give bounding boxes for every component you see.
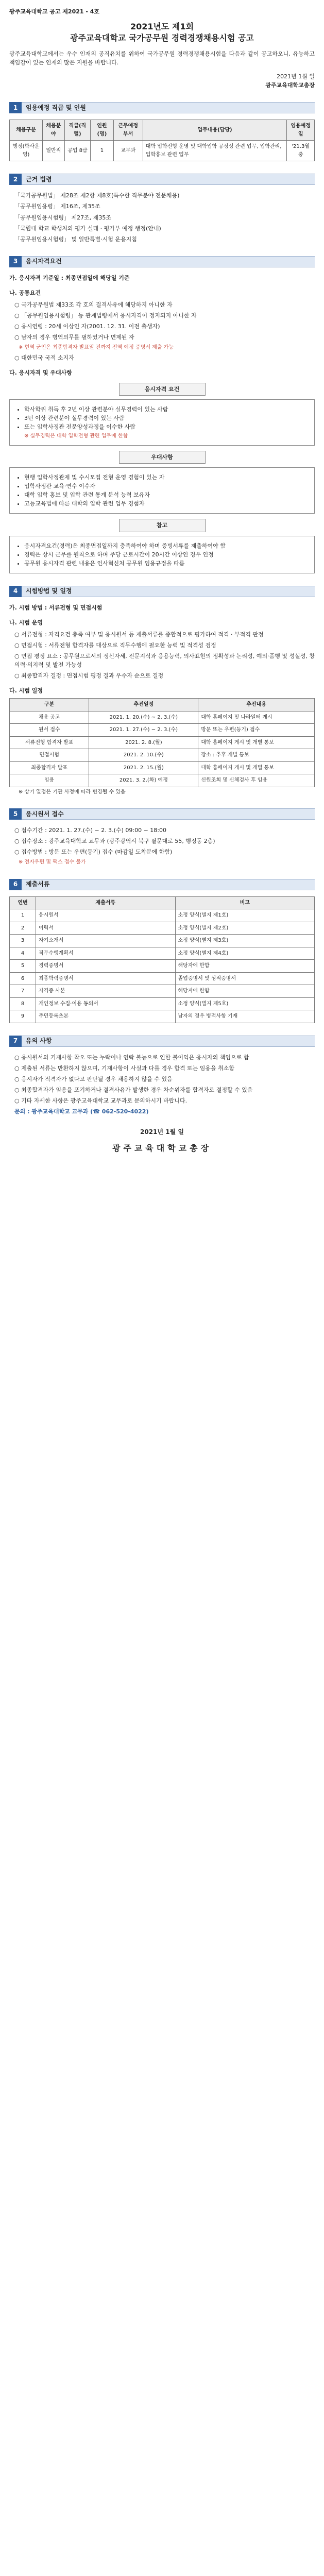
position-header: 업무내용(담당) [143,120,287,141]
list-item: ○ 최종합격자가 임용을 포기하거나 결격사유가 발생한 경우 차순위자를 합격자로 결정할 수 있음 [14,1086,253,1093]
section-6-header [9,879,315,890]
section-number: 7 [9,1036,22,1047]
section-4-header [9,586,315,597]
law-list [9,191,315,243]
docs-cell: 소정 양식(별지 제3호) [175,935,315,947]
position-header: 직급(직렬) [64,120,91,141]
docs-cell: 8 [10,997,36,1010]
position-cell: 교무과 [113,141,143,161]
docs-cell: 7 [10,985,36,998]
section-7-header [9,1036,315,1047]
note-text: ※ 상기 일정은 기관 사정에 따라 변경될 수 있음 [19,789,126,795]
page-title [9,21,315,43]
schedule-cell: 임용 [10,774,89,787]
schedule-cell: 면접시험 [10,749,89,762]
docs-cell: 이력서 [36,922,176,935]
list-item: ○ 접수방법 : 방문 또는 우편(등기) 접수 (마감일 도착분에 한함) [14,849,173,856]
table-row [10,141,315,161]
position-cell: '21.3월 중 [287,141,315,161]
list-item: • 3년 이상 관련분야 실무경력이 있는 사람 [24,414,309,422]
list-item: • 고등교육법에 따른 대학의 입학 관련 업무 경험자 [24,499,309,508]
table-row [10,1010,315,1023]
position-cell: 일반직 [43,141,65,161]
list-item: ○ 최종합격자 결정 : 면접시험 평정 결과 우수자 순으로 결정 [14,672,164,679]
subsection-title: 나. 공통요건 [9,289,41,296]
title-line2: 광주교육대학교 국가공무원 경력경쟁채용시험 공고 [70,32,254,43]
schedule-cell: 장소 : 추후 개별 통보 [198,749,315,762]
section-number: 1 [9,102,22,113]
section-number: 5 [9,808,22,820]
announce-org: 광주교육대학교총장 [265,82,315,89]
section-number: 4 [9,586,22,597]
table-row [10,749,315,762]
schedule-header: 구분 [10,699,89,711]
docs-cell: 경력증명서 [36,960,176,973]
schedule-cell: 대학 홈페이지 게시 및 개별 통보 [198,736,315,749]
position-header: 채용구분 [10,120,43,141]
list-item: ○ 남자의 경우 병역의무를 필하였거나 면제된 자 [14,333,134,341]
docs-cell: 3 [10,935,36,947]
position-header: 임용예정일 [287,120,315,141]
schedule-cell: 2021. 2. 15.(월) [89,761,198,774]
docs-cell: 5 [10,960,36,973]
schedule-cell: 2021. 2. 8.(월) [89,736,198,749]
box-heading: 응시자격 요건 [119,383,206,396]
list-item: • 학사학위 취득 후 2년 이상 관련분야 실무경력이 있는 사람 [24,405,309,414]
contact-info: 문의 : 광주교육대학교 교무과 (☎ 062-520-4022) [14,1108,149,1115]
docs-cell: 9 [10,1010,36,1023]
docs-cell: 해당자에 한함 [175,960,315,973]
footer-date: 2021년 1월 일 [140,1128,184,1136]
section-title: 제출서류 [22,879,315,890]
table-row [10,935,315,947]
list-item: • 공무원 응시자격 관련 내용은 인사혁신처 공무원 임용규정을 따름 [24,559,309,568]
subsection-title: 다. 응시자격 및 우대사항 [9,369,72,377]
list-item: 「공무원임용시험령」 제27조, 제35조 [14,214,111,221]
docs-cell: 직무수행계획서 [36,947,176,960]
list-item: 「국가공무원법」 제28조 제2항 제8호(특수한 직무분야 전문채용) [14,192,180,199]
document-number: 광주교육대학교 공고 제2021 - 4호 [9,8,100,15]
section-title: 근거 법령 [22,174,315,185]
docs-cell: 소정 양식(별지 제1호) [175,909,315,922]
table-row [10,947,315,960]
docs-header: 제출서류 [36,896,176,909]
schedule-cell: 대학 홈페이지 및 나라일터 게시 [198,711,315,724]
list-item: ○ 대한민국 국적 소지자 [14,354,74,362]
list-item: • 또는 입학사정관 전문양성과정을 이수한 사람 [24,422,309,431]
section-2-header [9,174,315,185]
section-title: 시험방법 및 일정 [22,586,315,597]
table-row [10,711,315,724]
schedule-cell: 대학 홈페이지 게시 및 개별 통보 [198,761,315,774]
schedule-cell: 최종합격자 발표 [10,761,89,774]
docs-cell: 응시원서 [36,909,176,922]
schedule-cell: 2021. 3. 2.(화) 예정 [89,774,198,787]
docs-cell: 6 [10,972,36,985]
section-title: 임용예정 직급 및 인원 [22,102,315,113]
position-cell: 1 [91,141,113,161]
list-item: ○ 접수장소 : 광주교육대학교 교무과 (광주광역시 북구 필문대로 55, 행정동 2층) [14,838,215,845]
table-row [10,922,315,935]
table-row [10,774,315,787]
list-item: ○ 응시연령 : 20세 이상인 자(2001. 12. 31. 이전 출생자) [14,323,160,330]
notes-list [9,1053,315,1105]
position-cell: 공업 8급 [64,141,91,161]
preference-box [9,467,315,514]
reference-box [9,536,315,573]
list-item: ○ 제출된 서류는 반환하지 않으며, 기재사항이 사실과 다를 경우 합격 또는 임용을 취소함 [14,1064,234,1072]
docs-header: 비고 [175,896,315,909]
docs-cell: 자기소개서 [36,935,176,947]
section-5-header [9,808,315,820]
docs-cell: 소정 양식(별지 제4호) [175,947,315,960]
schedule-header: 추진내용 [198,699,315,711]
list-item: • 응시자격요건(경력)은 최종면접일까지 충족하여야 하며 증빙서류를 제출하여야 함 [24,541,309,550]
list-item: • 대학 입학 홍보 및 입학 관련 통계 분석 능력 보유자 [24,490,309,499]
qualification-box [9,399,315,446]
list-item: 「공무원임용령」 제16조, 제35조 [14,203,100,210]
table-row [10,997,315,1010]
schedule-header: 추진일정 [89,699,198,711]
schedule-cell: 원서 접수 [10,724,89,737]
documents-table [9,896,315,1023]
note-text: ※ 전자우편 및 팩스 접수 불가 [19,859,86,866]
schedule-cell: 2021. 1. 20.(수) ~ 2. 3.(수) [89,711,198,724]
list-item: 「공무원임용시험령」 및 일반특별·시험 운용지침 [14,235,137,243]
docs-cell: 소정 양식(별지 제2호) [175,922,315,935]
schedule-cell: 2021. 2. 10.(수) [89,749,198,762]
list-item: ○ 면접 평정 요소 : 공무원으로서의 정신자세, 전문지식과 응용능력, 의사표현의 정확성과 논리성, 예의·품행 및 성실성, 창의력·의지력 및 발전 가능성 [14,652,315,668]
title-line1: 2021년도 제1회 [130,22,194,32]
docs-cell: 주민등록초본 [36,1010,176,1023]
position-cell: 행정(학사운영) [10,141,43,161]
docs-cell: 해당자에 한함 [175,985,315,998]
table-row [10,985,315,998]
list-item: ○ 서류전형 : 자격요건 충족 여부 및 응시원서 등 제출서류를 종합적으로 평가하여 적격 · 부적격 판정 [14,631,264,638]
list-item: ○ 기타 자세한 사항은 광주교육대학교 교무과로 문의하시기 바랍니다. [14,1097,187,1104]
position-header: 채용분야 [43,120,65,141]
docs-header: 연번 [10,896,36,909]
subsection-title: 가. 시험 방법 : 서류전형 및 면접시험 [9,604,103,611]
box-heading: 참고 [119,519,206,532]
schedule-cell: 채용 공고 [10,711,89,724]
subsection-title: 가. 응시자격 기준일 : 최종면접일에 해당일 기준 [9,274,130,281]
table-row [10,909,315,922]
docs-cell: 소정 양식(별지 제5호) [175,997,315,1010]
note-text: ※ 실무경력은 대학 입학전형 관련 업무에 한함 [24,433,128,439]
table-row [10,972,315,985]
table-row [10,761,315,774]
table-row [10,724,315,737]
position-table [9,120,315,161]
section-title: 유의 사항 [22,1036,315,1047]
intro-text: 광주교육대학교에서는 우수 인재의 공직유치를 위하여 국가공무원 경력경쟁채용시험을 다음과 같이 공고하오니, 유능하고 책임감이 있는 인재의 많은 지원을 바랍니다. [9,50,315,66]
section-title: 응시원서 접수 [22,808,315,820]
docs-cell: 4 [10,947,36,960]
section-3-header [9,256,315,267]
docs-cell: 개인정보 수집·이용 동의서 [36,997,176,1010]
list-item: • 입학사정관 교육·연수 이수자 [24,482,309,490]
announce-date: 2021년 1월 일 [277,73,315,80]
table-row [10,736,315,749]
note-text: ※ 현역 군인은 최종합격자 발표일 전까지 전역 예정 증명서 제출 가능 [19,344,174,350]
list-item: • 현행 입학사정관제 및 수시모집 전형 운영 경험이 있는 자 [24,473,309,482]
schedule-table [9,698,315,787]
docs-cell: 1 [10,909,36,922]
schedule-cell: 방문 또는 우편(등기) 접수 [198,724,315,737]
section-number: 2 [9,174,22,185]
section-number: 3 [9,256,22,267]
position-header: 인원(명) [91,120,113,141]
list-item: • 경력은 상시 근무를 원칙으로 하며 주당 근로시간이 20시간 이상인 경우 인정 [24,550,309,559]
list-item: ○ 「공무원임용시험령」 등 관계법령에서 응시자격이 정지되지 아니한 자 [14,312,197,319]
table-row [10,960,315,973]
section-number: 6 [9,879,22,890]
docs-cell: 자격증 사본 [36,985,176,998]
list-item: 「국립대 학교 학생처의 평가 실태 · 평가부 예정 행정(안내) [14,225,161,232]
schedule-cell: 서류전형 합격자 발표 [10,736,89,749]
schedule-cell: 신원조회 및 신체검사 후 임용 [198,774,315,787]
list-item: ○ 면접시험 : 서류전형 합격자를 대상으로 직무수행에 필요한 능력 및 적격성 검정 [14,641,216,649]
schedule-cell: 2021. 1. 27.(수) ~ 2. 3.(수) [89,724,198,737]
subsection-title: 나. 시험 운영 [9,619,43,626]
footer-org: 광주교육대학교총장 [112,1143,212,1153]
docs-cell: 2 [10,922,36,935]
position-header: 근무예정부서 [113,120,143,141]
docs-cell: 남자의 경우 병적사항 기재 [175,1010,315,1023]
list-item: ○ 응시원서의 기재사항 착오 또는 누락이나 연락 불능으로 인한 불이익은 응시자의 책임으로 함 [14,1054,249,1061]
section-1-header [9,102,315,113]
docs-cell: 최종학력증명서 [36,972,176,985]
docs-cell: 졸업증명서 및 성적증명서 [175,972,315,985]
list-item: ○ 응시자가 적격자가 없다고 판단될 경우 채용하지 않을 수 있음 [14,1075,173,1082]
list-item: ○ 접수기간 : 2021. 1. 27.(수) ~ 2. 3.(수) 09:00 ~ 18:00 [14,827,166,834]
list-item: ○ 국가공무원법 제33조 각 호의 결격사유에 해당하지 아니한 자 [14,301,173,308]
position-cell: 대학 입학전형 운영 및 대학입학 공정성 관련 업무, 입학관리, 입학홍보 관련 업무 [143,141,287,161]
section-title: 응시자격요건 [22,256,315,267]
subsection-title: 다. 시험 일정 [9,687,43,694]
box-heading: 우대사항 [119,451,206,464]
